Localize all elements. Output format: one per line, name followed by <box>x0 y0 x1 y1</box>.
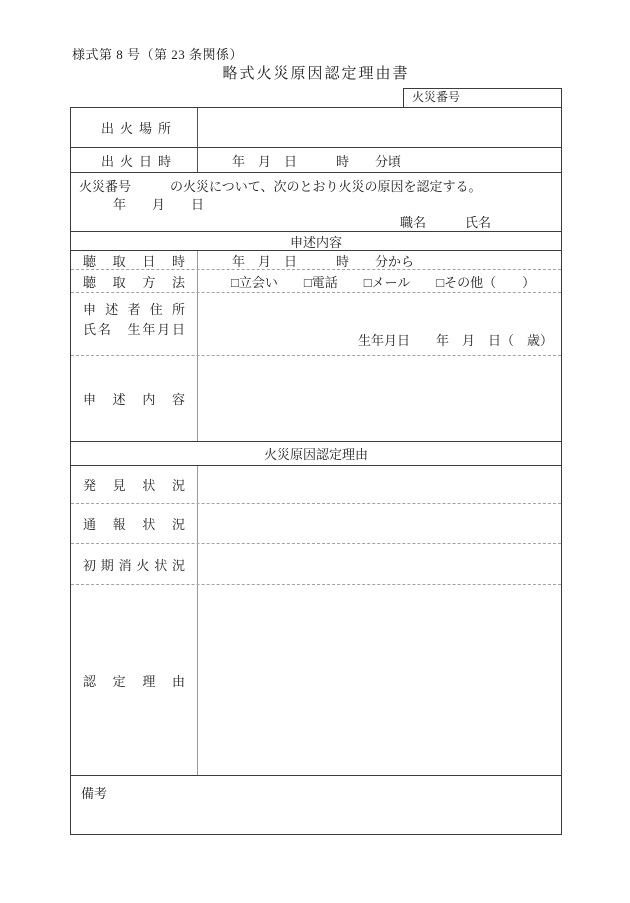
initial-firefighting-label: 初期消火状況 <box>83 557 185 573</box>
discovery-field <box>198 466 561 503</box>
statement-section-header <box>71 232 561 251</box>
declaration-date: 年 月 日 <box>113 197 205 212</box>
determination-reason-label-cell <box>71 585 198 775</box>
fire-location-field <box>198 108 561 147</box>
row-determination-reason <box>71 585 561 776</box>
report-label: 通報状況 <box>83 517 185 532</box>
hearing-datetime-label: 聴取日時 <box>83 253 185 269</box>
declaration-section <box>71 173 561 232</box>
row-report <box>71 504 561 544</box>
fire-datetime-label: 出火日時 <box>101 153 171 169</box>
initial-firefighting-field <box>198 544 561 584</box>
declarant-birthdate-field: 生年月日 年 月 日（ 歳） <box>357 333 553 348</box>
hearing-method-label-cell <box>71 270 198 292</box>
row-declarant <box>71 293 561 356</box>
declarant-label-cell <box>71 293 198 355</box>
statement-content-label-cell <box>71 356 198 441</box>
remarks-label: 備考 <box>81 786 108 801</box>
row-fire-datetime <box>71 148 561 173</box>
statement-content-label: 申述内容 <box>83 392 185 407</box>
fire-number-box <box>403 88 562 108</box>
discovery-label-cell <box>71 466 198 503</box>
form-table <box>70 107 562 835</box>
discovery-label: 発見状況 <box>83 478 185 493</box>
row-remarks <box>71 776 561 834</box>
hearing-datetime-label-cell <box>71 251 198 269</box>
row-statement-content <box>71 356 561 442</box>
fire-datetime-field: 年 月 日 時 分頃 <box>232 153 402 169</box>
determination-reason-label: 認定理由 <box>83 673 185 689</box>
initial-firefighting-label-cell <box>71 544 198 584</box>
row-fire-location <box>71 108 561 148</box>
reason-header-label: 火災原因認定理由 <box>263 447 368 462</box>
document-title: 略式火災原因認定理由書 <box>222 66 410 82</box>
fire-location-label-cell <box>71 108 198 147</box>
declarant-label-line2: 氏名 生年月日 <box>83 322 185 337</box>
report-label-cell <box>71 504 198 543</box>
hearing-method-checkboxes: □立会い □電話 □メール □その他（ ） <box>231 274 536 290</box>
fire-number-label: 火災番号 <box>412 90 461 104</box>
row-initial-firefighting <box>71 544 561 585</box>
form-number: 様式第 8 号（第 23 条関係） <box>72 47 244 62</box>
fire-location-label: 出火場所 <box>101 121 171 136</box>
row-hearing-datetime <box>71 251 561 270</box>
fire-datetime-label-cell <box>71 148 198 172</box>
row-discovery <box>71 466 561 504</box>
declaration-signature: 職名 氏名 <box>399 215 491 230</box>
statement-content-field <box>198 356 561 441</box>
reason-section-header <box>71 442 561 466</box>
report-field <box>198 504 561 543</box>
hearing-datetime-field: 年 月 日 時 分から <box>232 253 415 269</box>
row-hearing-method <box>71 270 561 293</box>
statement-header-label: 申述内容 <box>289 234 342 250</box>
declarant-label-line1: 申述者住所 <box>83 302 185 317</box>
declaration-line1: 火災番号 の火災について、次のとおり火災の原因を認定する。 <box>79 179 482 194</box>
determination-reason-field <box>198 585 561 775</box>
hearing-method-label: 聴取方法 <box>83 274 185 290</box>
